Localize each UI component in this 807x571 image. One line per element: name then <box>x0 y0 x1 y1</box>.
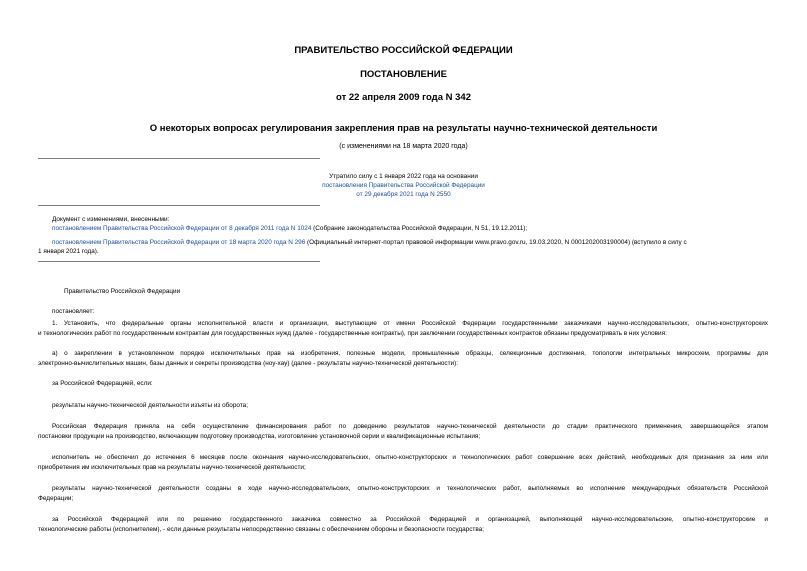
document-title: О некоторых вопросах регулирования закрепления прав на результаты научно-технической деятельности <box>149 123 658 134</box>
paragraph: Российская Федерация приняла на себя осуществление финансирования работ по доведению результатов научно-технической деятельности до стадии практического применения, завершающейся этапом <box>52 423 768 430</box>
paragraph: за Российской Федерацией, если: <box>52 380 153 387</box>
paragraph: Правительство Российской Федерации <box>64 288 181 295</box>
amendment-item-1 <box>52 225 527 233</box>
amendment-link-2[interactable]: постановлением Правительства Российской Федерации от 18 марта 2020 года N 296 <box>52 239 306 246</box>
paragraph: 1. Установить, что федеральные органы исполнительной власти и организации, выступающие от имени Российской Федерации государственными заказчиками научно-исследовательских, опытно-конструкторских <box>52 320 768 327</box>
document-type: ПОСТАНОВЛЕНИЕ <box>360 69 447 80</box>
paragraph: постановки продукции на производство, включающим подготовку производства, изготовление установочной серии и квалификационные испытания; <box>38 433 481 440</box>
paragraph: результаты научно-технической деятельности созданы в ходе научно-исследовательских, опытно-конструкторских и технологических работ, выполняемых во исполнение международных обязательств Российской <box>52 485 768 492</box>
divider <box>38 205 320 206</box>
paragraph: электронно-вычислительных машин, базы данных и секреты производства (ноу-хау) (далее - результаты научно-технической деятельности): <box>38 360 459 367</box>
amendment-source-1: (Собрание законодательства Российской Федерации, N 51, 19.12.2011); <box>311 225 528 232</box>
paragraph: исполнитель не обеспечил до истечения 6 месяцев после окончания научно-исследовательских, опытно-конструкторских и технологических работ совершение всех действий, необходимых для признания за ним или <box>52 454 768 461</box>
amendments-intro: Документ с изменениями, внесенными: <box>52 216 170 223</box>
divider <box>38 158 320 159</box>
paragraph: за Российской Федерацией или по решению государственного заказчика совместно за Российской Федерацией и организацией, выполняющей научно-исследовательские, опытно-конструкторские и <box>52 516 768 523</box>
revision-note: (с изменениями на 18 марта 2020 года) <box>339 143 468 150</box>
amendment-source-2: (Официальный интернет-портал правовой информации www.pravo.gov.ru, 19.03.2020, N 0001202003190004) (вступило в силу с <box>305 239 687 246</box>
amendment-item-2-cont: 1 января 2021 года). <box>38 248 99 255</box>
paragraph: результаты научно-технической деятельности изъяты из оборота; <box>52 402 249 409</box>
document-date-number: от 22 апреля 2009 года N 342 <box>336 92 471 103</box>
paragraph: а) о закреплении в установленном порядке исключительных прав на изобретения, полезные модели, промышленные образцы, селекционные достижения, топологии интегральных микросхем, программы для <box>52 350 768 357</box>
repeal-status: Утратило силу с 1 января 2022 года на основании <box>329 173 478 180</box>
government-name: ПРАВИТЕЛЬСТВО РОССИЙСКОЙ ФЕДЕРАЦИИ <box>294 45 513 56</box>
repeal-link-line2[interactable]: от 29 декабря 2021 года N 2550 <box>356 191 451 198</box>
paragraph: постановляет: <box>52 308 95 315</box>
paragraph: и технологических работ по государственным контрактам для государственных нужд (далее - государственные контракты), при заключении государственных контрактов обязаны предусматривать в них условия: <box>38 330 667 337</box>
divider <box>38 261 320 262</box>
amendment-item-2 <box>52 239 687 247</box>
paragraph: Федерации; <box>38 495 74 502</box>
paragraph: технологические работы (исполнителем), - если данные результаты непосредственно связаны с обеспечением обороны и безопасности государства; <box>38 526 484 533</box>
amendment-link-1[interactable]: постановлением Правительства Российской Федерации от 8 декабря 2011 года N 1024 <box>52 225 312 232</box>
paragraph: приобретения им исключительных прав на результаты научно-технической деятельности; <box>38 464 306 471</box>
repeal-link-line1[interactable]: постановления Правительства Российской Федерации <box>322 182 485 189</box>
